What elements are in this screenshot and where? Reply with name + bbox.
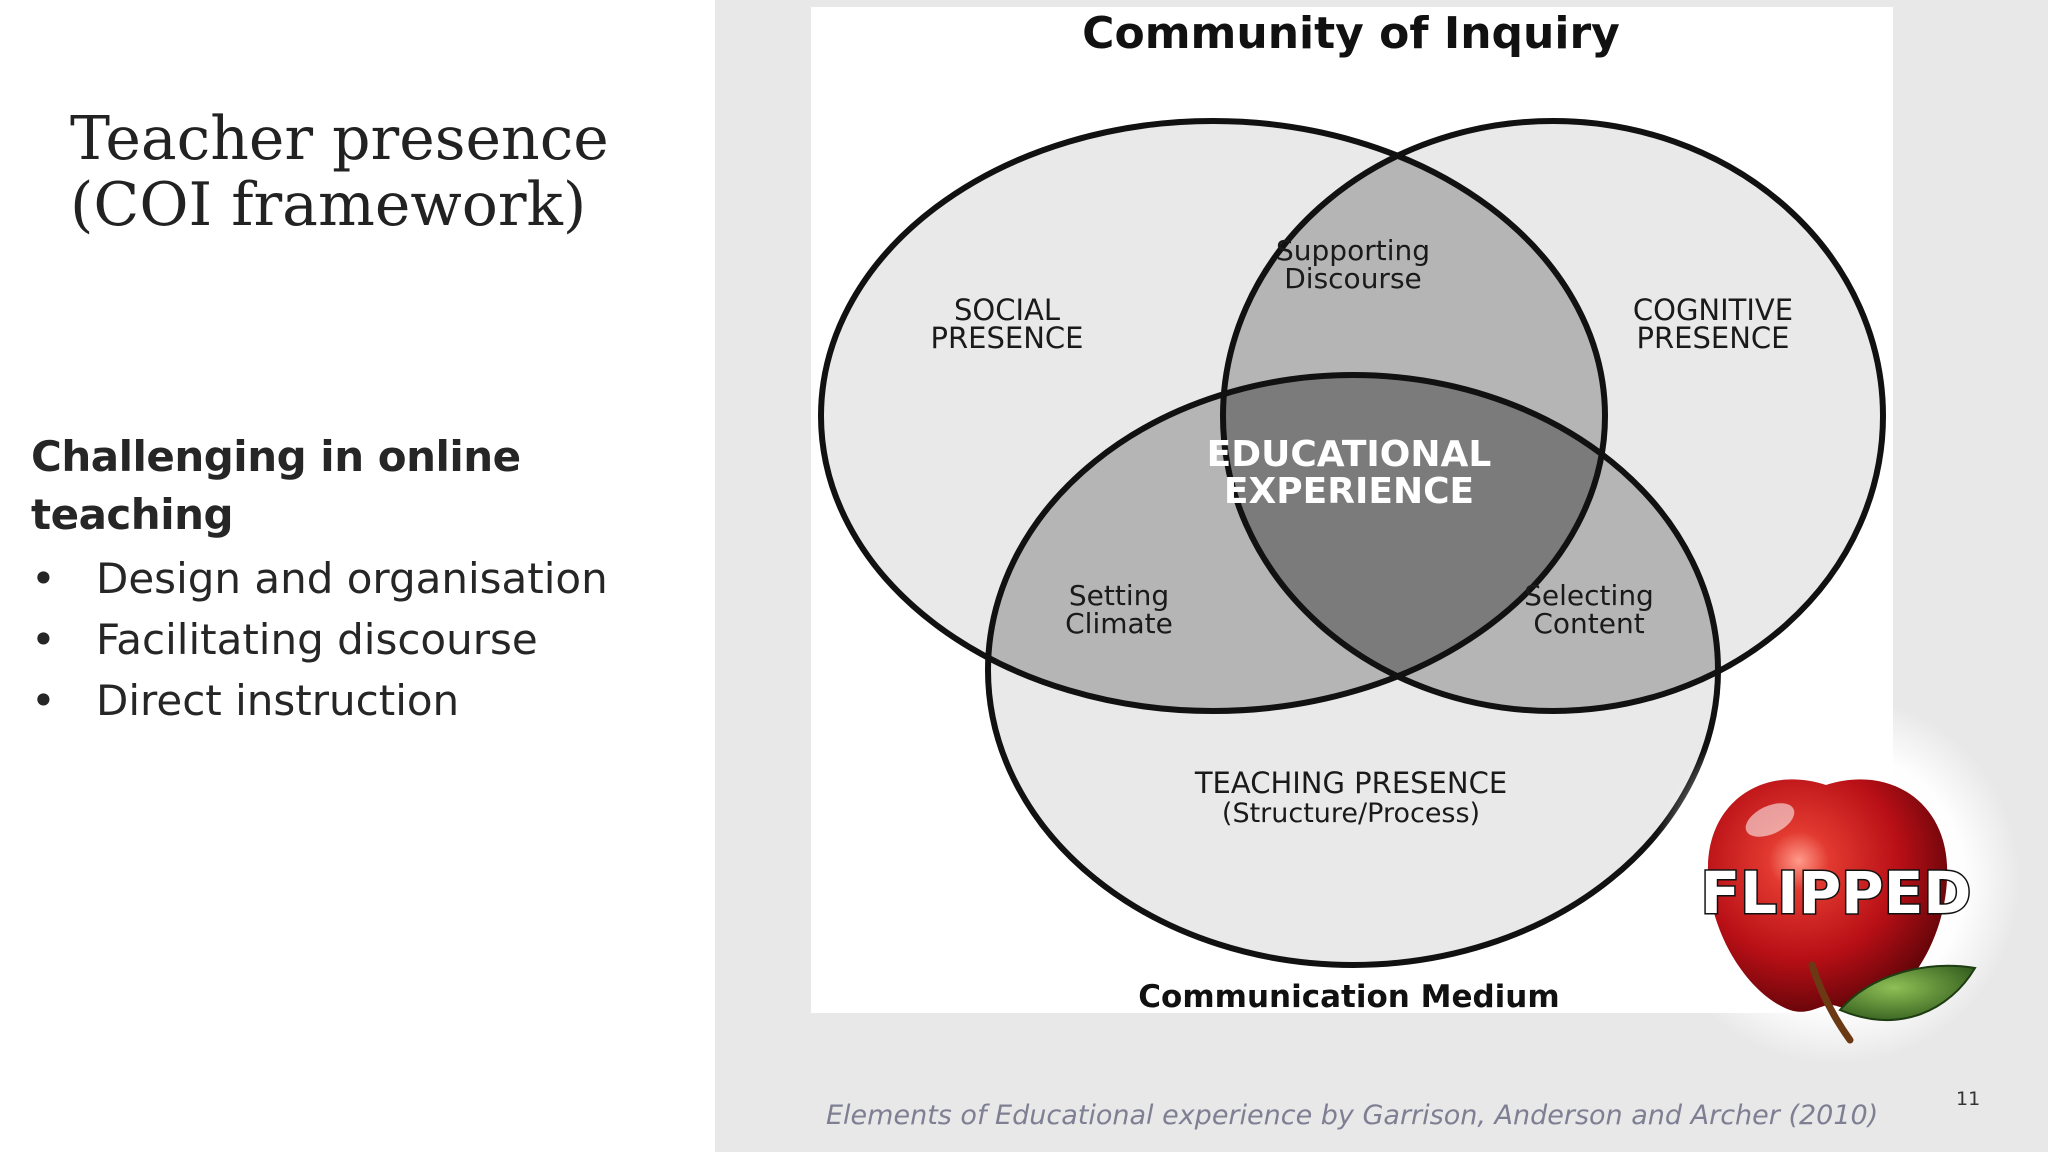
social-presence-label: SOCIAL — [953, 293, 1061, 327]
selecting-content-label: Selecting — [1524, 579, 1654, 612]
teaching-presence-label: TEACHING PRESENCE — [1194, 766, 1508, 800]
bullet-icon: • — [31, 676, 56, 725]
title-line: Teacher presence — [70, 104, 609, 174]
teaching-presence-label: (Structure/Process) — [1221, 798, 1481, 829]
bullet-text: Facilitating discourse — [96, 615, 538, 664]
social-presence-label: PRESENCE — [930, 321, 1084, 355]
cognitive-presence-label: COGNITIVE — [1632, 293, 1794, 327]
educational-experience-label: EDUCATIONAL — [1206, 434, 1492, 475]
selecting-content-label: Content — [1533, 607, 1645, 640]
bullet-icon: • — [31, 615, 56, 664]
bullet-icon: • — [31, 554, 56, 603]
content-heading: Challenging in online teaching — [31, 432, 521, 539]
title-line: (COI framework) — [70, 170, 587, 240]
communication-medium-label: Communication Medium — [1138, 979, 1560, 1015]
bullet-text: Design and organisation — [96, 554, 608, 603]
flipped-logo — [1651, 695, 2021, 1065]
setting-climate-label: Climate — [1065, 607, 1173, 640]
bullet-text: Direct instruction — [96, 676, 460, 725]
figure-caption: Elements of Educational experience by Garrison, Anderson and Archer (2010) — [826, 1100, 1879, 1131]
educational-experience-label: EXPERIENCE — [1223, 471, 1475, 512]
page-number: 11 — [1956, 1088, 1981, 1110]
supporting-discourse-label: Supporting — [1276, 234, 1430, 267]
diagram-title: Community of Inquiry — [1082, 8, 1620, 59]
supporting-discourse-label: Discourse — [1284, 262, 1422, 295]
logo-text: FLIPPED — [1700, 859, 1972, 927]
cognitive-presence-label: PRESENCE — [1636, 321, 1790, 355]
setting-climate-label: Setting — [1068, 579, 1170, 612]
